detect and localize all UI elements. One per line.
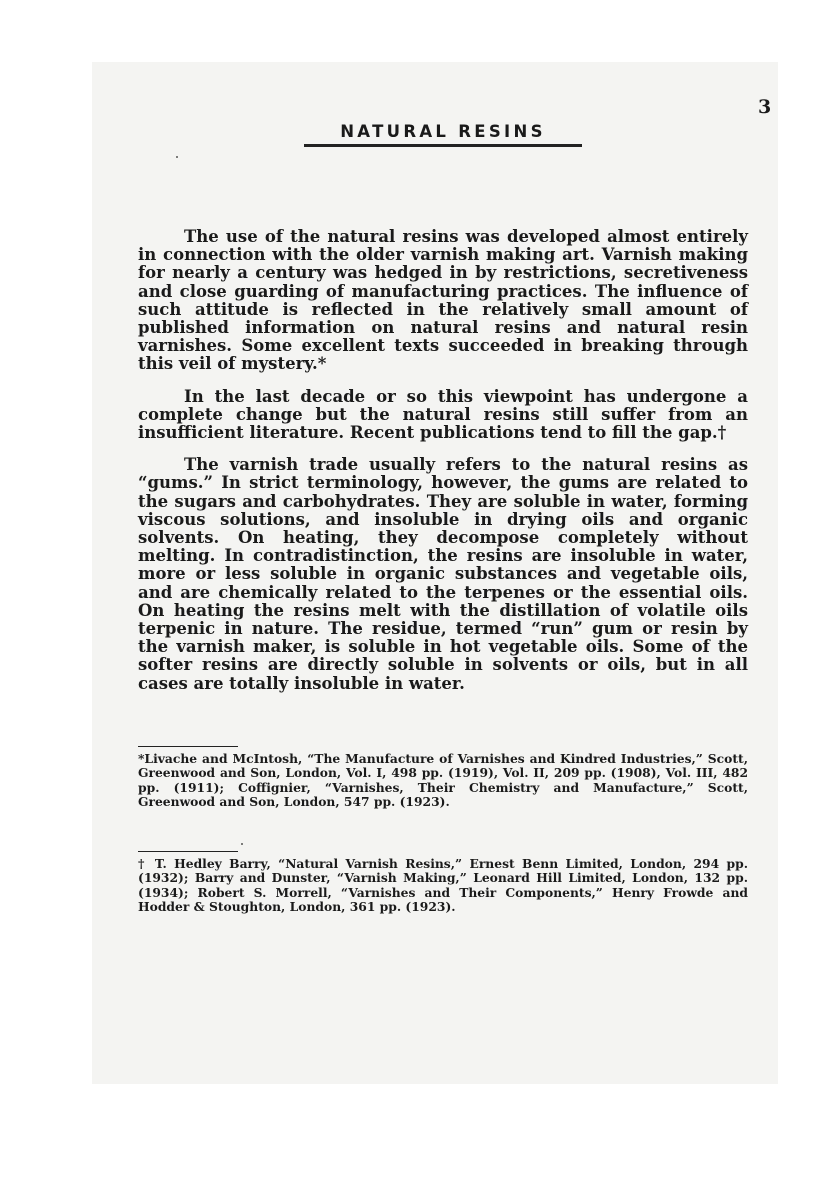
page-title: NATURAL RESINS [304, 122, 582, 147]
footnote-2 [138, 857, 748, 914]
footnote-divider [138, 746, 238, 747]
paragraph-1: The use of the natural resins was developed almost entirely in connection with the older varnish making art. Varnish making for nearly a century was hedged in by restrictions, secretiveness and close guarding of manufacturing practices. The influence of such attitude is reflected in the relatively small amount of published information on natural resins and natural resin varnishes. Some excellent texts succeeded in breaking through this veil of mystery.* [138, 227, 748, 374]
scan-speck [241, 843, 243, 845]
body-text [138, 228, 748, 707]
footnote-2-text: † T. Hedley Barry, “Natural Varnish Resins,” Ernest Benn Limited, London, 294 pp. (1932); Barry and Dunster, “Varnish Making,” Leonard Hill Limited, London, 132 pp. (1934); Robert S. Morrell, “Varnishes and Their Components,” Henry Frowde and Hodder & Stoughton, London, 361 pp. (1923). [138, 856, 748, 914]
page-number: 3 [758, 96, 772, 118]
footnote-1 [138, 752, 748, 809]
footnote-1-text: *Livache and McIntosh, “The Manufacture of Varnishes and Kindred Industries,” Scott, Greenwood and Son, London, Vol. I, 498 pp. (1919), Vol. II, 209 pp. (1908), Vol. III, 482 pp. (1911); Coffignier, “Varnishes, Their Chemistry and Manufacture,” Scott, Greenwood and Son, London, 547 pp. (1923). [138, 751, 748, 809]
paragraph-2: In the last decade or so this viewpoint has undergone a complete change but the natural resins still suffer from an insufficient literature. Recent publications tend to fill the gap.† [138, 386, 748, 443]
paragraph-3: The varnish trade usually refers to the natural resins as “gums.” In strict terminology, however, the gums are related to the sugars and carbohydrates. They are soluble in water, forming viscous solutions, and insoluble in drying oils and organic solvents. On heating, they decompose completely without melting. In contradistinction, the resins are insoluble in water, more or less soluble in organic substances and vegetable oils, and are chemically related to the terpenes or the essential oils. On heating the resins melt with the distillation of volatile oils terpenic in nature. The residue, termed “run” gum or resin by the varnish maker, is soluble in hot vegetable oils. Some of the softer resins are directly soluble in solvents or oils, but in all cases are totally insoluble in water. [138, 455, 748, 693]
scan-speck [176, 156, 178, 158]
footnote-divider [138, 851, 238, 852]
